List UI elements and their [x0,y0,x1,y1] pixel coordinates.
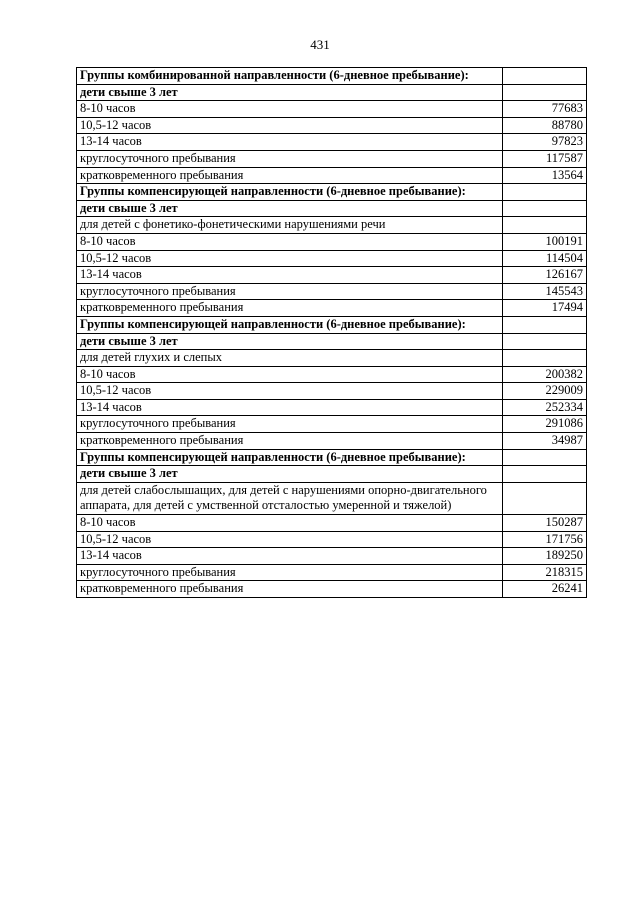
row-label: круглосуточного пребывания [77,283,503,300]
tariff-table-body [77,68,587,598]
row-label: 10,5-12 часов [77,383,503,400]
row-label: Группы комбинированной направленности (6-дневное пребывание): [77,68,503,85]
row-value: 114504 [503,250,587,267]
row-label: 10,5-12 часов [77,117,503,134]
table-row [77,233,587,250]
table-row [77,250,587,267]
row-value: 97823 [503,134,587,151]
row-label: 8-10 часов [77,366,503,383]
row-label: 10,5-12 часов [77,531,503,548]
row-label: кратковременного пребывания [77,167,503,184]
row-label: 13-14 часов [77,399,503,416]
row-value: 77683 [503,101,587,118]
row-value [503,466,587,483]
row-label: кратковременного пребывания [77,433,503,450]
row-value [503,350,587,367]
table-row [77,466,587,483]
row-value: 117587 [503,150,587,167]
table-row [77,300,587,317]
table-row [77,449,587,466]
row-value: 34987 [503,433,587,450]
table-row [77,383,587,400]
table-row [77,167,587,184]
row-label: для детей глухих и слепых [77,350,503,367]
row-label: 13-14 часов [77,548,503,565]
table-row [77,283,587,300]
table-row [77,134,587,151]
row-value: 26241 [503,581,587,598]
row-label: круглосуточного пребывания [77,150,503,167]
row-value [503,482,587,514]
row-label: Группы компенсирующей направленности (6-дневное пребывание): [77,449,503,466]
table-row [77,416,587,433]
table-row [77,150,587,167]
row-label: 8-10 часов [77,101,503,118]
table-row [77,217,587,234]
row-value: 291086 [503,416,587,433]
table-row [77,84,587,101]
row-label: 13-14 часов [77,134,503,151]
table-row [77,515,587,532]
table-row [77,350,587,367]
table-row [77,68,587,85]
row-label: Группы компенсирующей направленности (6-дневное пребывание): [77,316,503,333]
row-value: 229009 [503,383,587,400]
table-row [77,101,587,118]
row-value [503,333,587,350]
row-value: 171756 [503,531,587,548]
row-value: 13564 [503,167,587,184]
row-value: 145543 [503,283,587,300]
row-value: 100191 [503,233,587,250]
table-row [77,548,587,565]
row-value: 88780 [503,117,587,134]
table-row [77,316,587,333]
row-label: 13-14 часов [77,267,503,284]
table-row [77,482,587,514]
row-value: 17494 [503,300,587,317]
row-value [503,68,587,85]
table-row [77,333,587,350]
row-label: для детей слабослышащих, для детей с нарушениями опорно-двигательного аппарата, для детей с умственной отсталостью умеренной и тяжелой) [77,482,503,514]
row-label: кратковременного пребывания [77,300,503,317]
row-value: 150287 [503,515,587,532]
row-value: 200382 [503,366,587,383]
row-value: 126167 [503,267,587,284]
row-label: 8-10 часов [77,233,503,250]
row-value [503,316,587,333]
row-label: круглосуточного пребывания [77,564,503,581]
table-row [77,564,587,581]
tariff-table [76,67,587,598]
row-label: 8-10 часов [77,515,503,532]
row-value [503,84,587,101]
table-row [77,581,587,598]
row-label: Группы компенсирующей направленности (6-дневное пребывание): [77,184,503,201]
row-label: для детей с фонетико-фонетическими нарушениями речи [77,217,503,234]
row-value [503,449,587,466]
row-value [503,217,587,234]
row-value [503,200,587,217]
row-label: дети свыше 3 лет [77,333,503,350]
row-label: дети свыше 3 лет [77,84,503,101]
row-value [503,184,587,201]
table-row [77,531,587,548]
row-value: 189250 [503,548,587,565]
row-label: кратковременного пребывания [77,581,503,598]
table-row [77,399,587,416]
row-label: дети свыше 3 лет [77,200,503,217]
table-row [77,184,587,201]
row-label: дети свыше 3 лет [77,466,503,483]
row-value: 218315 [503,564,587,581]
row-label: 10,5-12 часов [77,250,503,267]
table-row [77,267,587,284]
table-row [77,366,587,383]
page-number: 431 [310,37,330,52]
row-label: круглосуточного пребывания [77,416,503,433]
row-value: 252334 [503,399,587,416]
table-row [77,117,587,134]
table-row [77,433,587,450]
table-row [77,200,587,217]
